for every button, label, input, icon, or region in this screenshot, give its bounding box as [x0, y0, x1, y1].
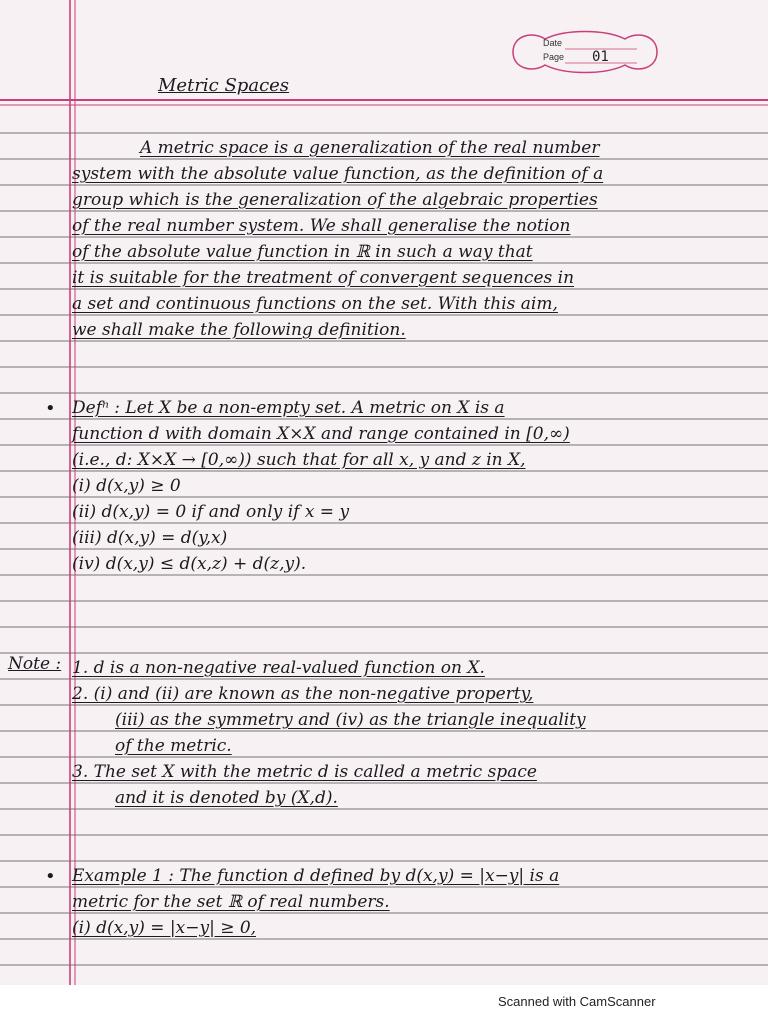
paragraph-line: A metric space is a generalization of the real number [140, 138, 600, 158]
definition-line: Defⁿ : Let X be a non-empty set. A metric on X is a [72, 398, 505, 418]
bullet-icon: • [45, 398, 56, 419]
paragraph-line: of the real number system. We shall generalise the notion [72, 216, 571, 236]
note-line: 2. (i) and (ii) are known as the non-negative property, [72, 684, 534, 704]
page-label: Page [543, 52, 565, 62]
note-line: (iii) as the symmetry and (iv) as the triangle inequality [115, 710, 586, 730]
example-line: metric for the set ℝ of real numbers. [72, 892, 390, 912]
scanner-watermark: Scanned with CamScanner [498, 994, 656, 1009]
example-line: Example 1 : The function d defined by d(x,y) = |x−y| is a [72, 866, 560, 886]
example-line: (i) d(x,y) = |x−y| ≥ 0, [72, 918, 257, 938]
axiom-line: (ii) d(x,y) = 0 if and only if x = y [72, 502, 350, 522]
page-title: Metric Spaces [158, 75, 290, 96]
note-label: Note : [8, 654, 62, 674]
note-line: of the metric. [115, 736, 232, 756]
note-line: and it is denoted by (X,d). [115, 788, 338, 808]
axiom-line: (i) d(x,y) ≥ 0 [72, 476, 181, 496]
axiom-line: (iv) d(x,y) ≤ d(x,z) + d(z,y). [72, 554, 307, 574]
paragraph-line: group which is the generalization of the algebraic properties [72, 190, 598, 210]
paragraph-line: of the absolute value function in ℝ in such a way that [72, 242, 533, 262]
paragraph-line: we shall make the following definition. [72, 320, 406, 340]
page-number: 01 [592, 49, 609, 65]
axiom-line: (iii) d(x,y) = d(y,x) [72, 528, 228, 548]
date-page-box [505, 27, 665, 77]
note-line: 1. d is a non-negative real-valued function on X. [72, 658, 485, 678]
date-label: Date [543, 38, 563, 48]
definition-line: function d with domain X×X and range contained in [0,∞) [72, 424, 570, 444]
definition-line: (i.e., d: X×X → [0,∞)) such that for all x, y and z in X, [72, 450, 526, 470]
paragraph-line: a set and continuous functions on the set. With this aim, [72, 294, 558, 314]
bullet-icon: • [45, 866, 56, 887]
note-line: 3. The set X with the metric d is called a metric space [72, 762, 537, 782]
paragraph-line: system with the absolute value function, as the definition of a [72, 164, 604, 184]
paragraph-line: it is suitable for the treatment of convergent sequences in [72, 268, 575, 288]
